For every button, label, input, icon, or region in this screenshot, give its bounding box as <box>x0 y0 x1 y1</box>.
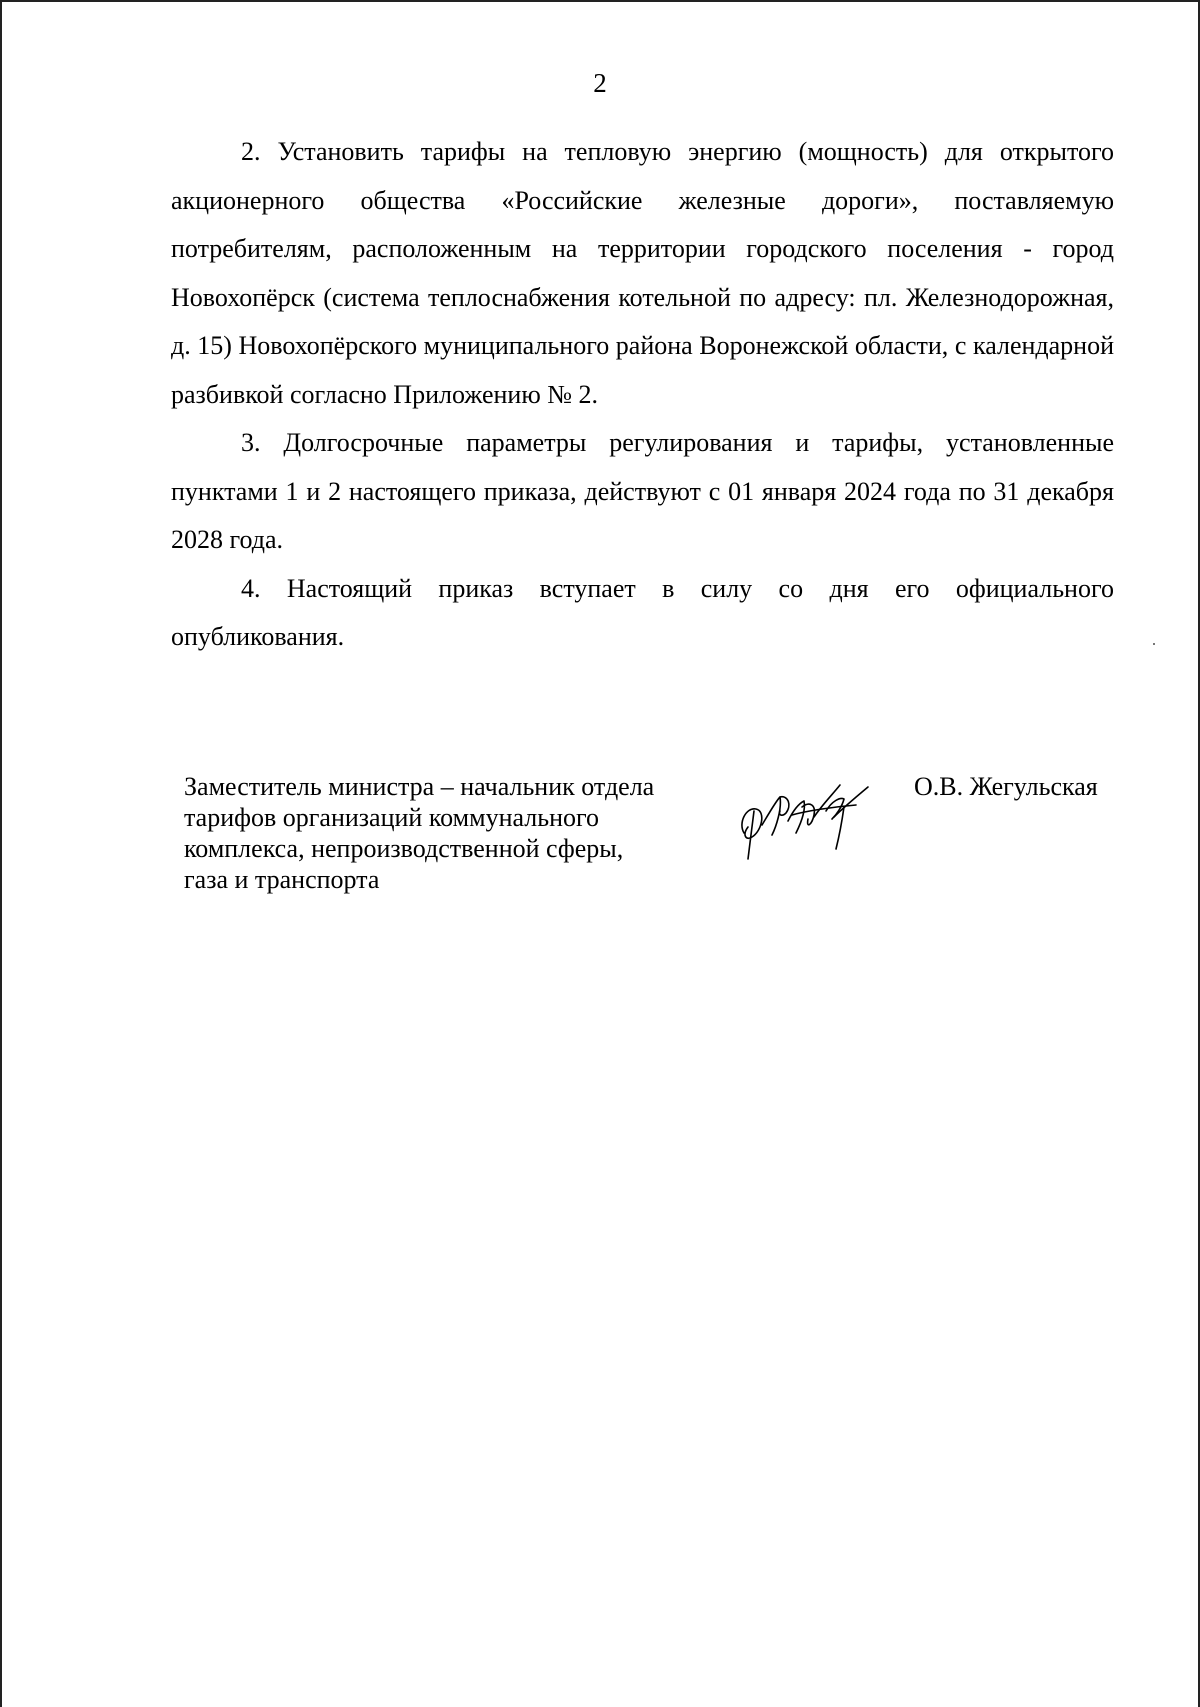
position-line: комплекса, непроизводственной сферы, <box>184 834 624 863</box>
position-line: Заместитель министра – начальник отдела <box>184 772 655 801</box>
scan-edge-left <box>0 0 2 1707</box>
document-body <box>171 128 1114 662</box>
paragraph-4: 4. Настоящий приказ вступает в силу со дня его официального опубликования. <box>171 573 1114 651</box>
signer-name: О.В. Жегульская <box>914 772 1098 801</box>
position-line: газа и транспорта <box>184 865 380 894</box>
signature-block <box>184 771 1124 911</box>
page-number: 2 <box>593 68 607 98</box>
handwritten-signature <box>736 771 886 866</box>
paragraph-2: 2. Установить тарифы на тепловую энергию (мощность) для открытого акционерного общества «Российские железные дороги», поставляемую потребителям, расположенным на территории городского поселения - город Новохопёрск (система теплоснабжения котельной по адресу: пл. Железнодорожная, д. 15) Новохопёрского муниципального района Воронежской области, с календарной разбивкой согласно Приложению № 2. <box>171 137 1114 409</box>
signer-position <box>184 771 714 895</box>
paragraph-3: 3. Долгосрочные параметры регулирования и тарифы, установленные пунктами 1 и 2 настоящего приказа, действуют с 01 января 2024 года по 31 декабря 2028 года. <box>171 428 1114 554</box>
scan-edge-top <box>0 0 1200 2</box>
position-line: тарифов организаций коммунального <box>184 803 600 832</box>
scan-speck <box>1153 643 1155 645</box>
